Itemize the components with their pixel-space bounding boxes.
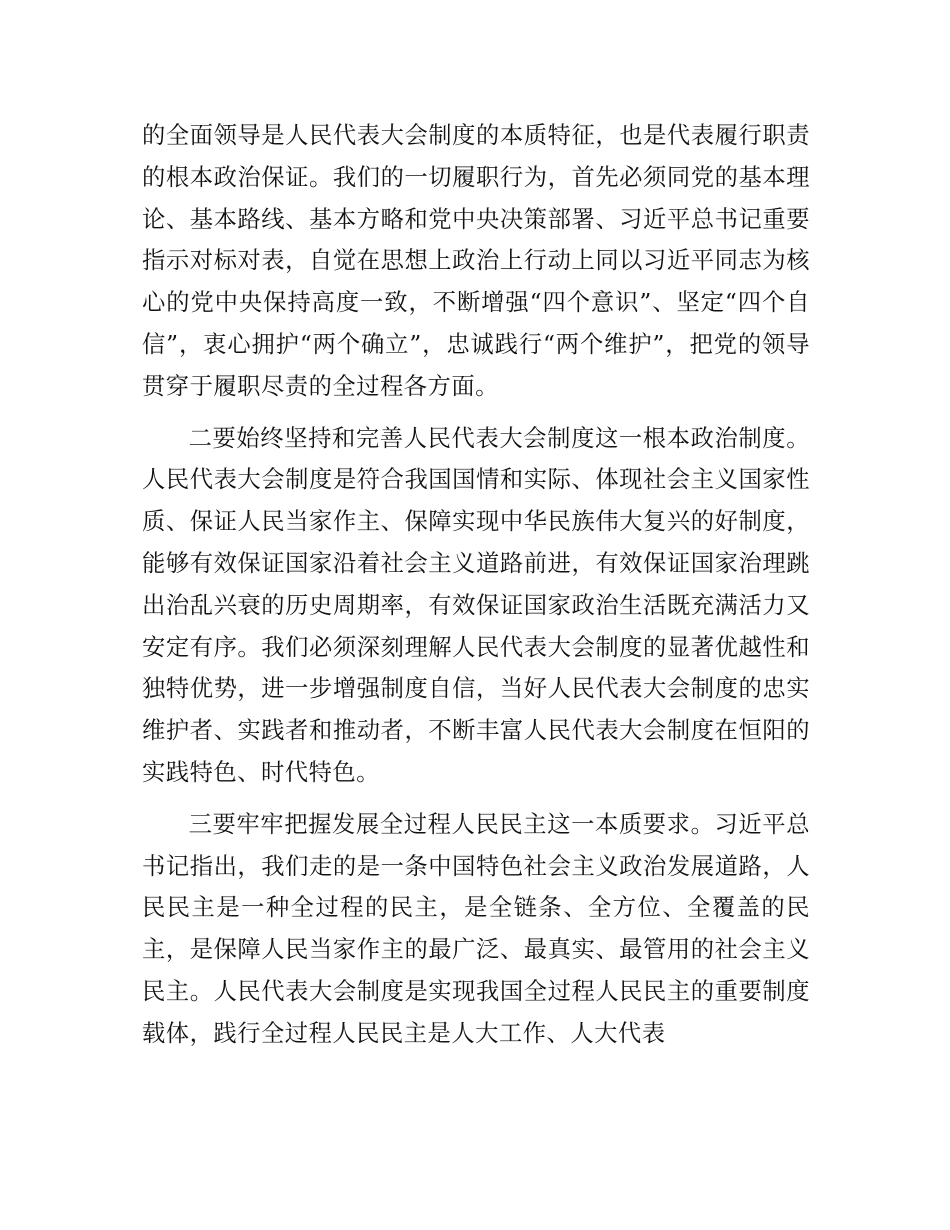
paragraph-1: 的全面领导是人民代表大会制度的本质特征，也是代表履行职责的根本政治保证。我们的一切履职行为，首先必须同党的基本理论、基本路线、基本方略和党中央决策部署、习近平总书记重要指示对标对表，自觉在思想上政治上行动上同以习近平同志为核心的党中央保持高度一致，不断增强“四个意识”、坚定“四个自信”，衷心拥护“两个确立”，忠诚践行“两个维护”，把党的领导贯穿于履职尽责的全过程各方面。 (142, 122, 810, 400)
paragraph-3: 三要牢牢把握发展全过程人民民主这一本质要求。习近平总书记指出，我们走的是一条中国特色社会主义政治发展道路，人民民主是一种全过程的民主，是全链条、全方位、全覆盖的民主，是保障人民当家作主的最广泛、最真实、最管用的社会主义民主。人民代表大会制度是实现我国全过程人民民主的重要制度载体，践行全过程人民民主是人大工作、人大代表 (142, 810, 810, 1047)
document-body (142, 115, 810, 1065)
paragraph-2: 二要始终坚持和完善人民代表大会制度这一根本政治制度。人民代表大会制度是符合我国国情和实际、体现社会主义国家性质、保证人民当家作主、保障实现中华民族伟大复兴的好制度，能够有效保证国家沿着社会主义道路前进，有效保证国家治理跳出治乱兴衰的历史周期率，有效保证国家政治生活既充满活力又安定有序。我们必须深刻理解人民代表大会制度的显著优越性和独特优势，进一步增强制度自信，当好人民代表大会制度的忠实维护者、实践者和推动者，不断丰富人民代表大会制度在恒阳的实践特色、时代特色。 (142, 424, 810, 786)
